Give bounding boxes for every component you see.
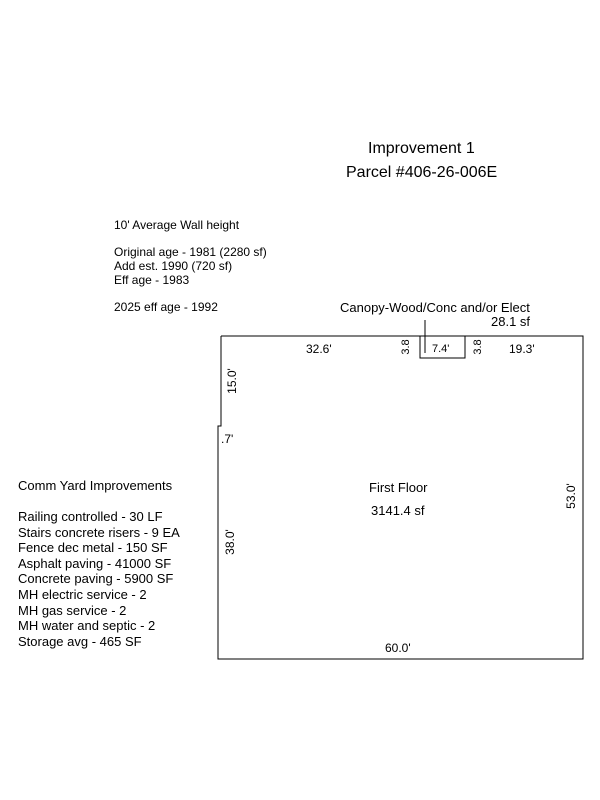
top-right-dimension: 19.3' xyxy=(509,342,535,356)
list-item: MH electric service - 2 xyxy=(18,586,147,602)
list-item: Railing controlled - 30 LF xyxy=(18,509,163,524)
top-left-dimension: 32.6' xyxy=(306,342,332,356)
original-age-note: Original age - 1981 (2280 sf) xyxy=(114,245,267,259)
future-effective-age-note: 2025 eff age - 1992 xyxy=(114,300,218,314)
bottom-dimension: 60.0' xyxy=(385,641,411,655)
parcel-number: Parcel #406-26-006E xyxy=(346,164,498,181)
canopy-width-dimension: 7.4' xyxy=(432,343,450,355)
list-item: Concrete paving - 5900 SF xyxy=(18,571,174,587)
left-lower-dimension: 38.0' xyxy=(223,529,237,555)
improvement-title: Improvement 1 xyxy=(368,140,475,157)
list-item: MH gas service - 2 xyxy=(18,602,127,618)
effective-age-note: Eff age - 1983 xyxy=(114,273,190,287)
list-item: Asphalt paving - 41000 SF xyxy=(18,555,172,571)
list-item: Stairs concrete risers - 9 EA xyxy=(18,524,180,540)
addition-note: Add est. 1990 (720 sf) xyxy=(114,259,233,273)
wall-height-note: 10' Average Wall height xyxy=(114,218,240,232)
right-dimension: 53.0' xyxy=(564,483,578,509)
canopy-right-depth-dimension: 3.8 xyxy=(472,339,484,355)
list-item: Fence dec metal - 150 SF xyxy=(18,540,168,556)
list-item: Storage avg - 465 SF xyxy=(18,633,142,649)
yard-improvements-heading: Comm Yard Improvements xyxy=(18,478,173,493)
building-outline xyxy=(218,336,583,659)
canopy-label: Canopy-Wood/Conc and/or Elect xyxy=(340,300,530,315)
canopy-area: 28.1 sf xyxy=(491,314,531,329)
floor-label: First Floor xyxy=(369,480,428,495)
list-item: MH water and septic - 2 xyxy=(18,618,156,634)
floor-area: 3141.4 sf xyxy=(371,503,425,518)
wall-jog-dimension: .7' xyxy=(221,432,234,446)
canopy-left-depth-dimension: 3.8 xyxy=(400,339,412,355)
left-upper-dimension: 15.0' xyxy=(225,368,239,394)
yard-improvements-list xyxy=(18,509,180,649)
